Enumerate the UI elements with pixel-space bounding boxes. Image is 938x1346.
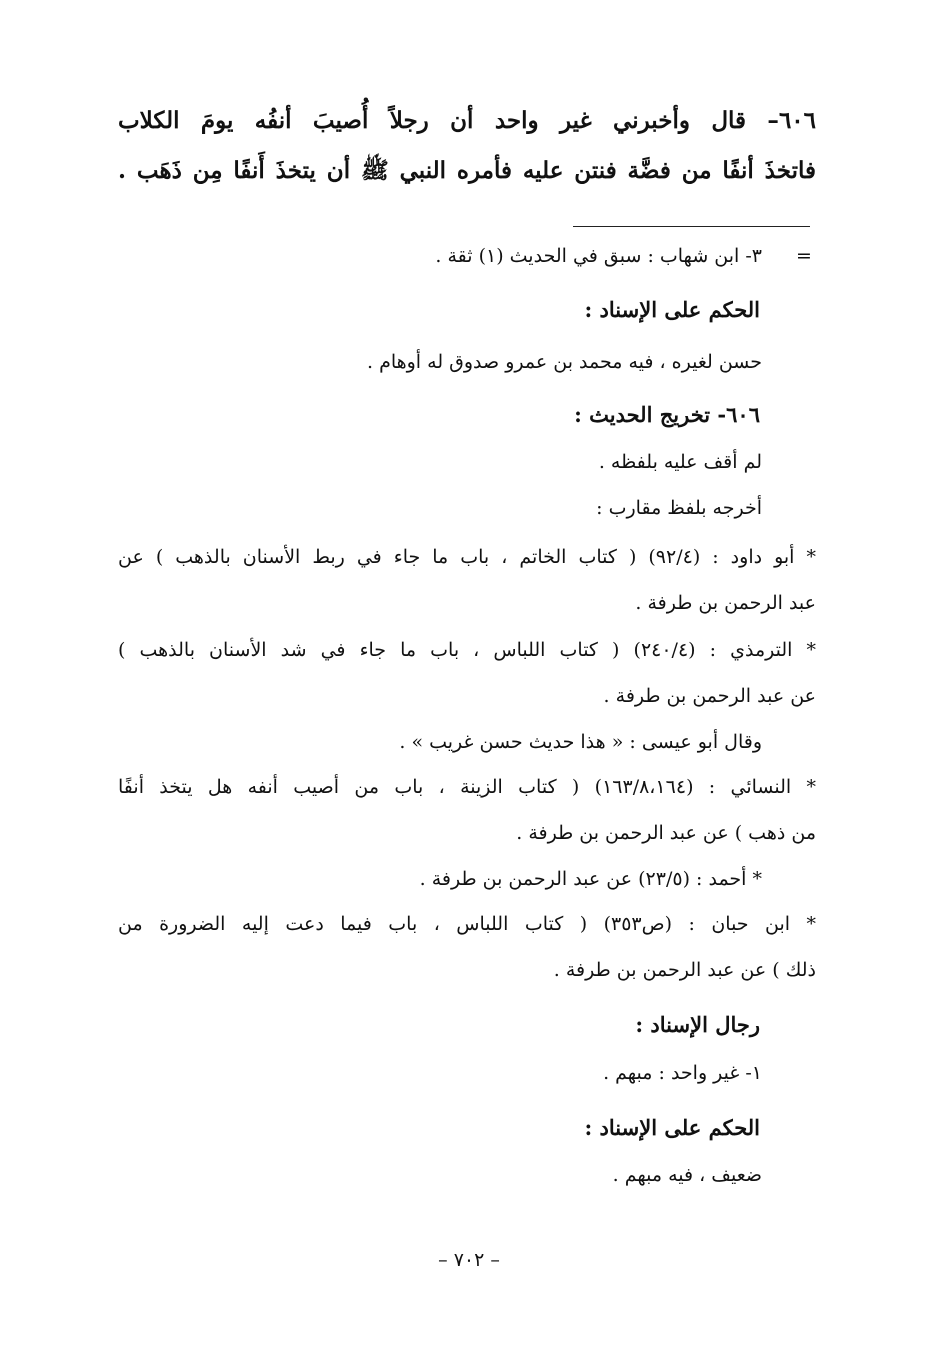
hukm-heading-2: الحكم على الإسناد : [584, 1115, 760, 1140]
hukm-text-1: حسن لغيره ، فيه محمد بن عمرو صدوق له أوهام . [366, 351, 762, 373]
tirmidhi-line-2: عن عبد الرحمن بن طرفة . [603, 685, 816, 707]
narrator-3: ٣- ابن شهاب : سبق في الحديث (١) ثقة . [435, 245, 762, 267]
takhrij-heading: ٦٠٦- تخريج الحديث : [574, 402, 760, 427]
nasai-line-1: * النسائي : (١٦٣/٨،١٦٤) ( كتاب الزينة ، باب من أصيب أنفه هل يتخذ أنفًا [118, 776, 816, 798]
tirmidhi-line-1: * الترمذي : (٢٤٠/٤) ( كتاب اللباس ، باب ما جاء في شد الأسنان بالذهب ) [118, 639, 816, 661]
ibn-hibban-line-1: * ابن حبان : (ص٣٥٣) ( كتاب اللباس ، باب فيما دعت إليه الضرورة من [118, 913, 816, 935]
takhrij-line-2: أخرجه بلفظ مقارب : [596, 497, 762, 519]
takhrij-line-1: لم أقف عليه بلفظه . [598, 451, 762, 473]
footnote-separator [573, 226, 810, 227]
abu-dawud-line-1: * أبو داود : (٩٢/٤) ( كتاب الخاتم ، باب ما جاء في ربط الأسنان بالذهب ) عن [118, 546, 816, 568]
rijal-line-1: ١- غير واحد : مبهم . [603, 1062, 762, 1084]
ibn-hibban-line-2: ذلك ) عن عبد الرحمن بن طرفة . [553, 959, 816, 981]
tirmidhi-line-3: وقال أبو عيسى : « هذا حديث حسن غريب » . [399, 731, 762, 753]
rijal-heading: رجال الإسناد : [635, 1012, 760, 1037]
ahmad-line: * أحمد : (٢٣/٥) عن عبد الرحمن بن طرفة . [419, 868, 762, 890]
hadith-text-line-2: فاتخذَ أنفًا من فضَّة فنتن عليه فأمره النبي ﷺ أن يتخذَ أَنفًا مِن ذَهَب . [118, 157, 816, 184]
hukm-text-2: ضعيف ، فيه مبهم . [612, 1164, 762, 1186]
nasai-line-2: من ذهب ) عن عبد الرحمن بن طرفة . [516, 822, 816, 844]
page-number: – ٧٠٢ – [438, 1249, 500, 1271]
continuation-marker: = [796, 245, 812, 267]
hadith-text-line-1: ٦٠٦– قال وأخبرني غير واحد أن رجلاً أُصيبَ أنفُه يومَ الكلاب [118, 107, 816, 134]
abu-dawud-line-2: عبد الرحمن بن طرفة . [635, 592, 816, 614]
hukm-heading-1: الحكم على الإسناد : [584, 297, 760, 322]
